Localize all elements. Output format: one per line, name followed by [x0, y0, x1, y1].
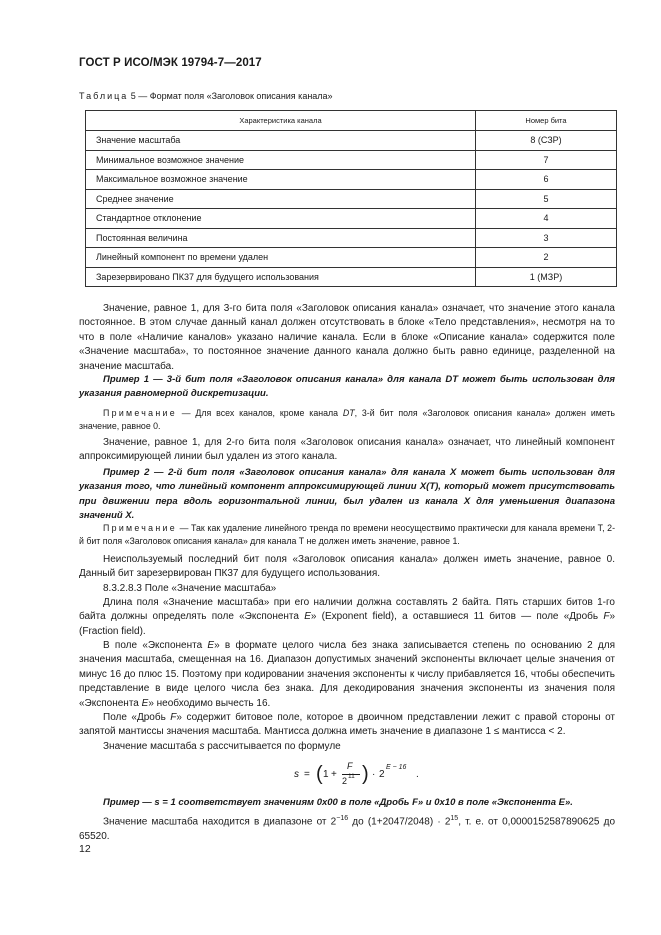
table-cell: Постоянная величина — [86, 228, 476, 248]
paragraph-exponent: В поле «Экспонента E» в формате целого числа без знака записывается степень по основанию 2 для значения масштаба, смещенная на 16. Диапазон допустимых значений экспоненты включает целые значения от минус 16 до плюс 15. Поэтому при кодировании значения экспоненты к числу прибавляется 16, чтобы обеспечить представление в виде целого числа без знака. Для декодирования значения экспоненты из значения поля «Экспонента E» необходимо вычесть 16. — [79, 640, 615, 709]
table-row — [86, 131, 617, 151]
table-row — [86, 228, 617, 248]
paragraph-scale-formula-intro: Значение масштаба s рассчитывается по формуле — [103, 741, 341, 752]
table-cell: 2 — [476, 248, 617, 268]
table-row — [86, 170, 617, 190]
paragraph-fraction: Поле «Дробь F» содержит битовое поле, которое в двоичном представлении лежит с правой стороны от запятой мантиссы значения масштаба. Мантисса должна иметь значение в диапазоне 1 ≤ мантисса < 2. — [79, 712, 615, 738]
table-caption — [79, 91, 333, 101]
table-caption-word: Таблица — [79, 91, 129, 101]
example-2: Пример 2 — 2-й бит поля «Заголовок описания канала» для канала X может быть использован для указания того, что линейный компонент аппроксимирующей линии X(T), который может присутствовать при движении пера вдоль горизонтальной линии, был удален из канала X для уменьшения диапазона значений X. — [79, 467, 615, 522]
note-word: Примечание — [103, 408, 177, 418]
table-cell: 6 — [476, 170, 617, 190]
table-row — [86, 267, 617, 287]
table-cell: 3 — [476, 228, 617, 248]
formula-base: 2 — [379, 769, 385, 780]
example-3: Пример — s = 1 соответствует значениям 0x00 в поле «Дробь F» и 0x10 в поле «Экспонента E». — [103, 797, 573, 808]
table-row — [86, 189, 617, 209]
table-cell: Значение масштаба — [86, 131, 476, 151]
paragraph-field-length: Длина поля «Значение масштаба» при его наличии должна составлять 2 байта. Пять старших битов 1-го байта должны определять поле «Экспонента E» (Exponent field), а оставшиеся 11 битов — поле «Дробь F» (Fraction field). — [79, 597, 615, 637]
table-cell: 7 — [476, 150, 617, 170]
formula-left-paren: ( — [316, 763, 323, 785]
table-cell: 8 (СЗР) — [476, 131, 617, 151]
paragraph-scale-range: Значение масштаба находится в диапазоне от $2^{-16}$ до $(1+2047/2048) \cdot 2^{15}$, т. е. от 0,0000152587890625 до 65520. — [79, 815, 616, 842]
scale-formula — [292, 760, 432, 792]
table-cell: Минимальное возможное значение — [86, 150, 476, 170]
page-header: ГОСТ Р ИСО/МЭК 19794-7—2017 — [79, 57, 262, 69]
note-1: Примечание — Для всех каналов, кроме канала DT, 3-й бит поля «Заголовок описания канала» должен иметь значение, равное 0. — [79, 408, 615, 431]
column-header-characteristic: Характеристика канала — [86, 111, 476, 131]
formula-period: . — [416, 769, 419, 780]
table-cell: Линейный компонент по времени удален — [86, 248, 476, 268]
table-cell: 1 (МЗР) — [476, 267, 617, 287]
formula-denominator-exponent: 11 — [348, 773, 355, 780]
formula-exponent: E − 16 — [386, 764, 407, 771]
table-cell: 4 — [476, 209, 617, 229]
formula-right-paren: ) — [362, 763, 369, 785]
formula-equals: = — [304, 769, 310, 780]
formula-denominator-base: 2 — [342, 776, 348, 786]
formula-plus: + — [331, 769, 337, 780]
table-cell: Максимальное возможное значение — [86, 170, 476, 190]
column-header-bit-number: Номер бита — [476, 111, 617, 131]
formula-one: 1 — [323, 769, 329, 780]
page-number: 12 — [79, 843, 91, 855]
table-caption-text: 5 — Формат поля «Заголовок описания канала» — [128, 91, 333, 101]
paragraph-unused-bit: Неиспользуемый последний бит поля «Заголовок описания канала» должен иметь значение, равное 0. Данный бит зарезервирован ПК37 для будущего использования. — [79, 554, 615, 580]
table-row — [86, 248, 617, 268]
paragraph-bit3-constant: Значение, равное 1, для 3-го бита поля «Заголовок описания канала» означает, что значение этого канала постоянное. В этом случае данный канал должен отсутствовать в блоке «Тело представления», несмотря на то что в поле «Наличие каналов» указано наличие канала. Если в блоке «Описание канала» содержится поле «Значение масштаба», то постоянное значение данного канала должно быть равно единице, разделенной на значение масштаба. — [79, 303, 615, 372]
note-word: Примечание — [103, 523, 177, 533]
table-cell: Среднее значение — [86, 189, 476, 209]
note-2: Примечание — Так как удаление линейного тренда по времени неосуществимо практически для канала времени T, 2-й бит поля «Заголовок описания канала» для канала T не должен иметь значение, равное 1. — [79, 523, 615, 546]
table-cell: Стандартное отклонение — [86, 209, 476, 229]
table-cell: Зарезервировано ПК37 для будущего использования — [86, 267, 476, 287]
table-cell: 5 — [476, 189, 617, 209]
formula-numerator: F — [347, 761, 353, 771]
table-row — [86, 150, 617, 170]
formula-lhs: s — [294, 769, 299, 780]
table-row — [86, 209, 617, 229]
section-heading-8-3-2-8-3: 8.3.2.8.3 Поле «Значение масштаба» — [103, 583, 277, 594]
channel-description-table — [85, 110, 617, 287]
example-1: Пример 1 — 3-й бит поля «Заголовок описания канала» для канала DT может быть использован для указания равномерной дискретизации. — [79, 374, 615, 400]
formula-multiply: · — [372, 769, 376, 780]
paragraph-bit2-linear: Значение, равное 1, для 2-го бита поля «Заголовок описания канала» означает, что линейный компонент аппроксимирующей линии был удален из этого канала. — [79, 437, 615, 463]
table-header-row — [86, 111, 617, 131]
